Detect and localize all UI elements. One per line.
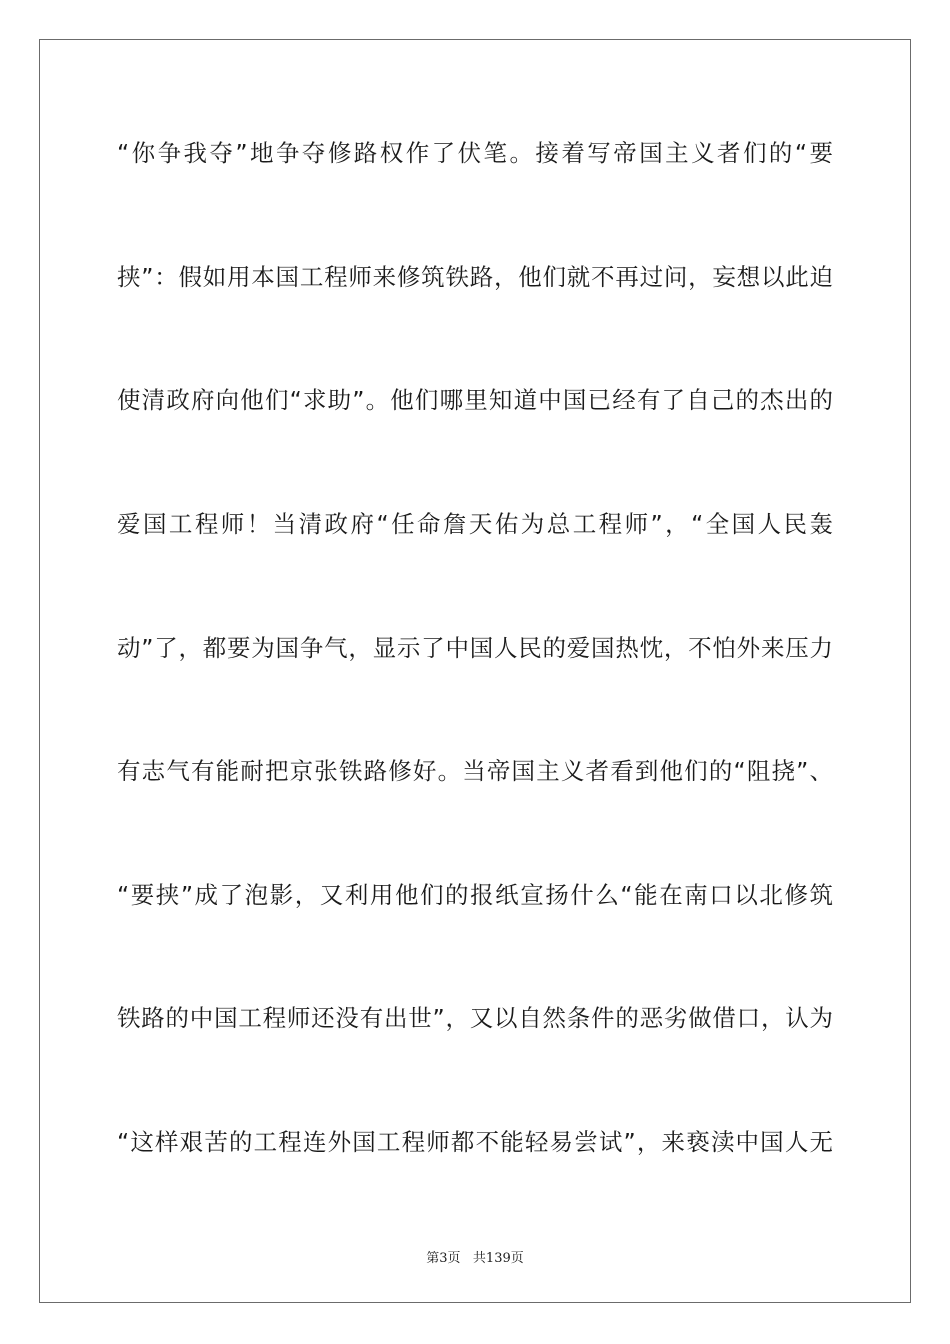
page-number: 第3页 (426, 1251, 461, 1266)
text-line: 动”了，都要为国争气，显示了中国人民的爱国热忱，不怕外来压力 (117, 634, 833, 662)
text-line: “要挟”成了泡影，又利用他们的报纸宣扬什么“能在南口以北修筑 (117, 881, 833, 909)
text-line: 爱国工程师！当清政府“任命詹天佑为总工程师”，“全国人民轰 (117, 510, 833, 538)
text-line: “你争我夺”地争夺修路权作了伏笔。接着写帝国主义者们的“要 (117, 139, 833, 167)
text-line: “这样艰苦的工程连外国工程师都不能轻易尝试”，来亵渎中国人无 (117, 1128, 833, 1156)
text-line: 有志气有能耐把京张铁路修好。当帝国主义者看到他们的“阻挠”、 (117, 757, 833, 785)
text-line: 铁路的中国工程师还没有出世”，又以自然条件的恶劣做借口，认为 (117, 1004, 833, 1032)
page-border (39, 39, 911, 1303)
page-footer (0, 1247, 950, 1266)
text-line: 使清政府向他们“求助”。他们哪里知道中国已经有了自己的杰出的 (117, 386, 833, 414)
text-line: 挟”：假如用本国工程师来修筑铁路，他们就不再过问，妄想以此迫 (117, 263, 833, 291)
total-pages: 共139页 (472, 1251, 524, 1266)
